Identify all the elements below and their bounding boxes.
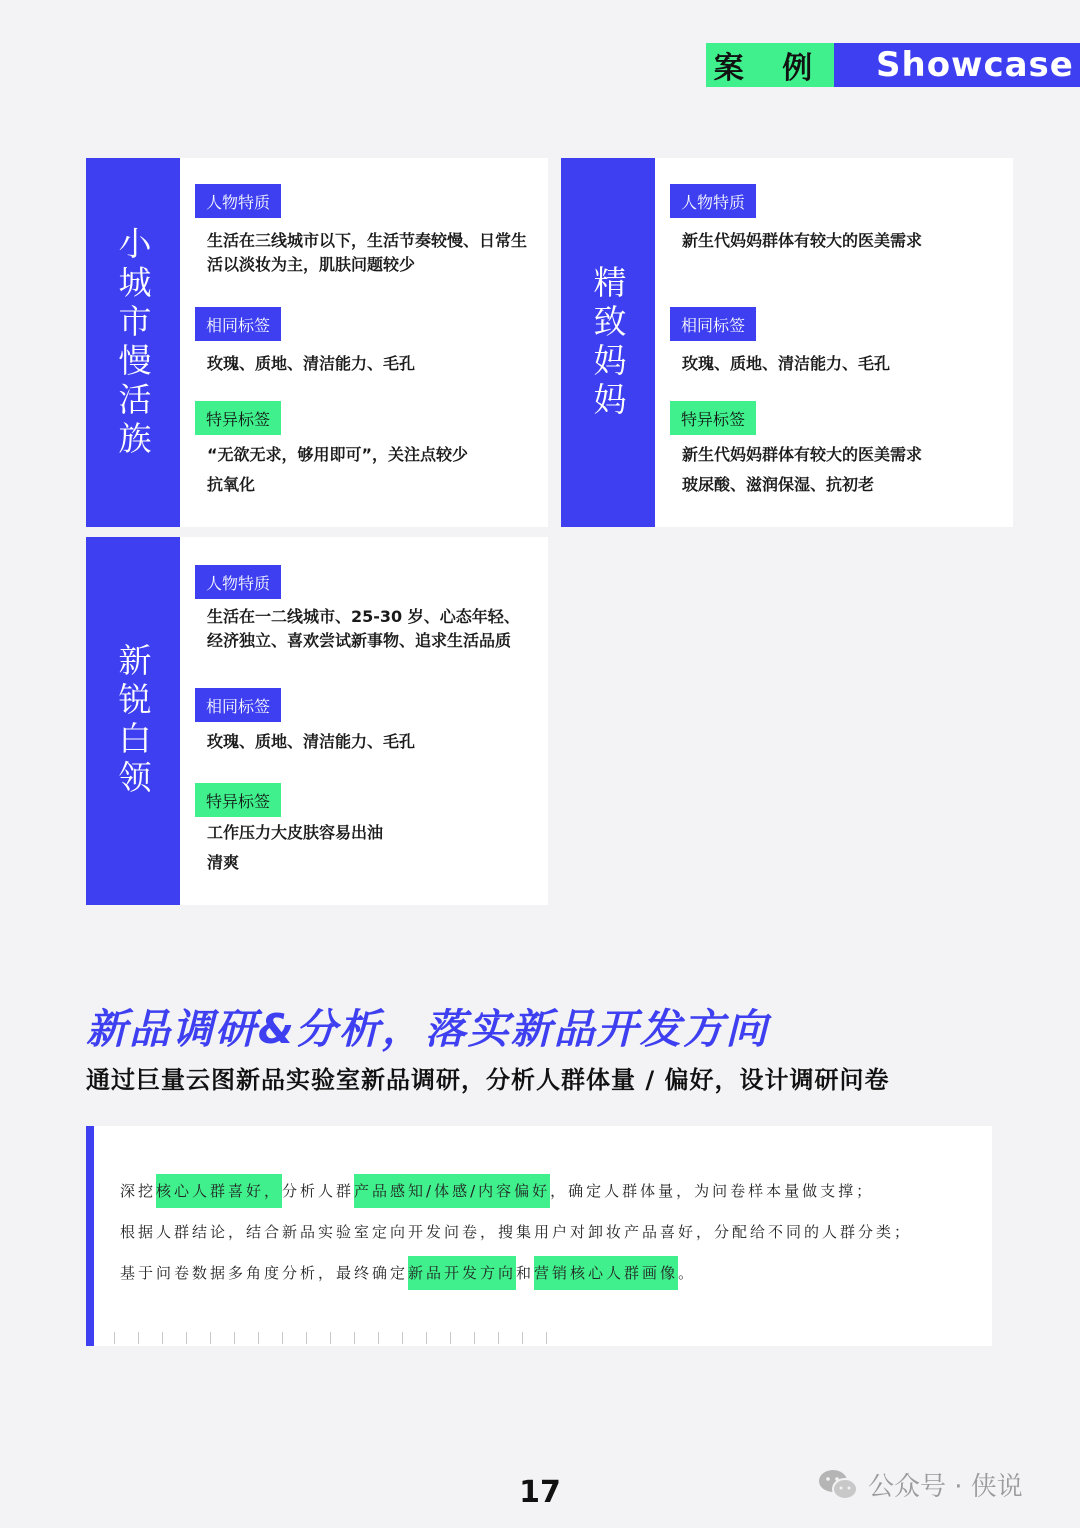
watermark [818,1466,1023,1503]
tag-common: 相同标签 [670,307,756,341]
tag-traits: 人物特质 [195,184,281,218]
persona-card-refined-mom [561,158,1013,527]
text-run: ，确定人群体量，为问卷样本量做支撑； [550,1182,875,1200]
wechat-icon [818,1468,858,1502]
badge-cn-label: 案 例 [706,43,834,87]
unique-text-2: 清爽 [207,853,240,872]
summary-box [86,1126,992,1346]
traits-text: 新生代妈妈群体有较大的医美需求 [682,231,923,250]
summary-line-2: 根据人群结论，结合新品实验室定向开发问卷，搜集用户对卸妆产品喜好，分配给不同的人群分类； [120,1223,913,1241]
text-run: 基于问卷数据多角度分析，最终确定 [120,1264,409,1282]
tag-traits: 人物特质 [195,565,281,599]
persona-title-bar [86,537,180,905]
highlight: 产品感知/体感/内容偏好 [354,1174,550,1208]
persona-card-white-collar [86,537,548,905]
common-text: 玫瑰、质地、清洁能力、毛孔 [682,354,891,373]
tag-unique: 特异标签 [195,401,281,435]
summary-line-3 [120,1262,696,1283]
highlight: 新品开发方向 [408,1256,516,1290]
common-text: 玫瑰、质地、清洁能力、毛孔 [207,732,416,751]
persona-title: 新锐白领 [113,643,153,799]
tag-common: 相同标签 [195,307,281,341]
text-run: 深挖 [120,1182,157,1200]
text-run: 和 [516,1264,535,1282]
section-title: 新品调研&分析，落实新品开发方向 [86,1005,769,1053]
persona-card-small-city [86,158,548,527]
persona-title: 精致妈妈 [588,264,628,421]
unique-text-1: 工作压力大皮肤容易出油 [207,823,384,842]
watermark-text: 公众号 · 侠说 [868,1472,1023,1502]
persona-title: 小城市慢活族 [113,225,153,460]
tag-unique: 特异标签 [195,783,281,817]
tag-common: 相同标签 [195,688,281,722]
unique-text-2: 抗氧化 [207,475,256,494]
unique-text-1: 新生代妈妈群体有较大的医美需求 [682,445,923,464]
text-run: 。 [678,1264,697,1282]
unique-text-2: 玻尿酸、滋润保湿、抗初老 [682,475,875,494]
badge-en-label: Showcase [834,43,1080,87]
text-run: 分析人群 [282,1182,355,1200]
highlight: 营销核心人群画像 [534,1256,678,1290]
section-subtitle: 通过巨量云图新品实验室新品调研，分析人群体量 / 偏好，设计调研问卷 [86,1066,890,1094]
page-number: 17 [519,1475,561,1510]
traits-text: 生活在一二线城市、25-30 岁、心态年轻、经济独立、喜欢尝试新事物、追求生活品质 [207,607,520,650]
tag-unique: 特异标签 [670,401,756,435]
unique-text-1: “无欲无求，够用即可”，关注点较少 [207,445,469,464]
tick-marks [114,1332,554,1344]
tag-traits: 人物特质 [670,184,756,218]
summary-line-1 [120,1180,874,1201]
traits-text: 生活在三线城市以下，生活节奏较慢、日常生活以淡妆为主，肌肤问题较少 [207,231,528,274]
common-text: 玫瑰、质地、清洁能力、毛孔 [207,354,416,373]
persona-title-bar [86,158,180,527]
persona-title-bar [561,158,655,527]
showcase-badge [706,43,1080,87]
highlight: 核心人群喜好， [156,1174,282,1208]
